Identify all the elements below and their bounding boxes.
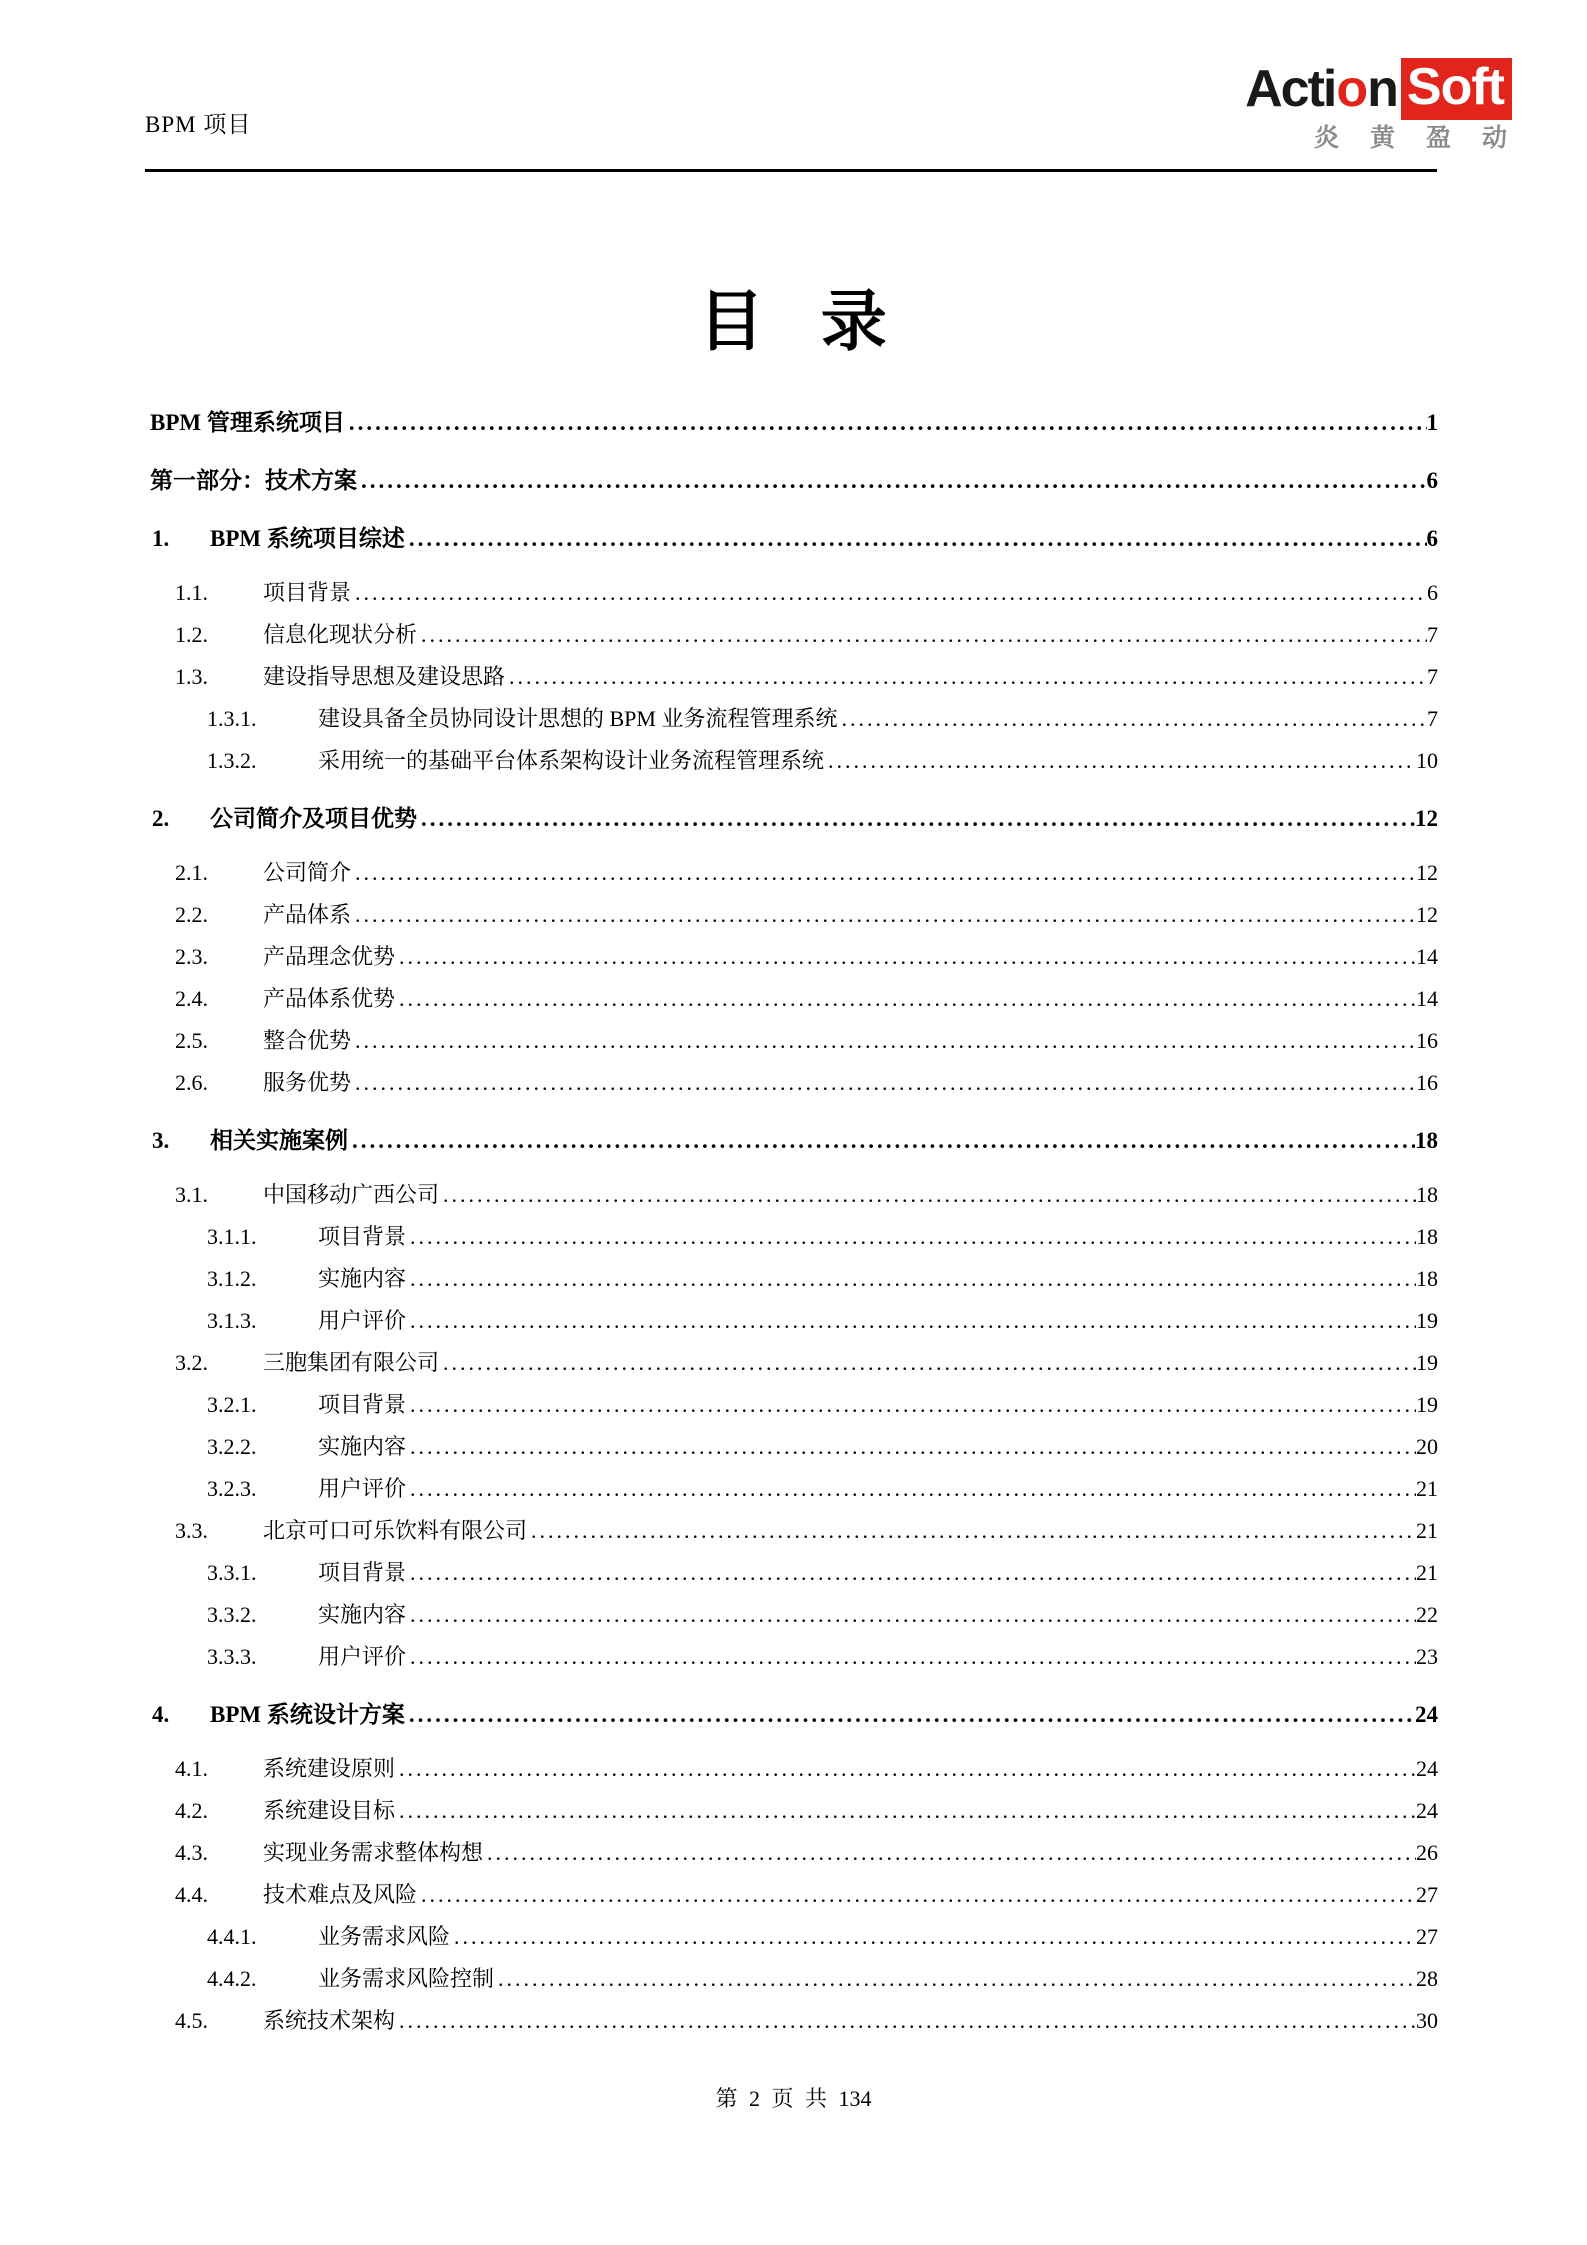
toc-entry-title: 技术难点及风险 — [263, 1882, 418, 1907]
dot-leader — [406, 1426, 1416, 1468]
toc-entry[interactable] — [150, 1510, 1438, 1552]
toc-entry-number: 4. — [152, 1702, 170, 1727]
toc-entry-number: 2.2. — [175, 902, 208, 927]
dot-leader — [406, 1300, 1416, 1342]
dot-leader — [527, 1510, 1416, 1552]
toc-entry-title: 公司简介及项目优势 — [210, 806, 417, 831]
dot-leader — [351, 894, 1416, 936]
toc-entry-page: 14 — [1416, 986, 1438, 1011]
toc-entry[interactable] — [150, 460, 1438, 502]
toc-entry-title: 实施内容 — [318, 1266, 407, 1291]
page-footer: 第 2 页 共 134 — [715, 2086, 872, 2111]
toc-entry-number: 1.3.1. — [207, 706, 257, 731]
dot-leader — [505, 656, 1427, 698]
toc-entry-page: 30 — [1416, 2008, 1438, 2033]
toc-entry-title: BPM 系统设计方案 — [210, 1702, 405, 1727]
toc-entry-page: 16 — [1416, 1028, 1438, 1053]
toc-entry[interactable] — [150, 656, 1438, 698]
dot-leader — [824, 740, 1416, 782]
toc-entry-title: 项目背景 — [318, 1224, 407, 1249]
toc-entry[interactable] — [150, 1552, 1438, 1594]
toc-entry-number: 3.2. — [175, 1350, 208, 1375]
toc-entry[interactable] — [150, 1120, 1438, 1162]
dot-leader — [395, 978, 1416, 1020]
toc-entry-page: 24 — [1416, 1756, 1438, 1781]
dot-leader — [351, 572, 1427, 614]
toc-entry-number: 2.4. — [175, 986, 208, 1011]
dot-leader — [417, 1874, 1416, 1916]
toc-entry-number: 4.5. — [175, 2008, 208, 2033]
dot-leader — [417, 798, 1415, 840]
toc-entry[interactable] — [150, 572, 1438, 614]
toc-entry[interactable] — [150, 1694, 1438, 1736]
toc-entry-title: 项目背景 — [263, 580, 352, 605]
page-title: 目 录 — [698, 286, 889, 359]
dot-leader — [351, 852, 1416, 894]
dot-leader — [837, 698, 1427, 740]
dot-leader — [348, 1120, 1415, 1162]
toc-entry-title: 系统技术架构 — [263, 2008, 396, 2033]
toc-entry[interactable] — [150, 1258, 1438, 1300]
toc-entry-title: 系统建设目标 — [263, 1798, 396, 1823]
toc-entry-title: 业务需求风险 — [318, 1924, 451, 1949]
toc-entry-page: 6 — [1426, 526, 1438, 551]
toc-entry-title: 相关实施案例 — [210, 1128, 348, 1153]
toc-entry-page: 27 — [1416, 1924, 1438, 1949]
toc-entry[interactable] — [150, 698, 1438, 740]
toc-entry-title: 用户评价 — [318, 1644, 407, 1669]
toc-entry-page: 19 — [1416, 1350, 1438, 1375]
toc-entry-number: 2.1. — [175, 860, 208, 885]
dot-leader — [357, 460, 1427, 502]
toc-entry[interactable] — [150, 1790, 1438, 1832]
toc-entry-title: 实施内容 — [318, 1434, 407, 1459]
toc-entry[interactable] — [150, 1594, 1438, 1636]
toc-entry-page: 23 — [1416, 1644, 1438, 1669]
toc-entry-title: 实现业务需求整体构想 — [263, 1840, 484, 1865]
toc-entry[interactable] — [150, 1468, 1438, 1510]
toc-entry-number: 4.4.2. — [207, 1966, 257, 1991]
toc-entry[interactable] — [150, 894, 1438, 936]
toc-entry-page: 7 — [1427, 706, 1438, 731]
dot-leader — [395, 1790, 1416, 1832]
toc-entry[interactable] — [150, 1832, 1438, 1874]
toc-entry-title: 建设具备全员协同设计思想的 BPM 业务流程管理系统 — [318, 706, 838, 731]
logo-text-acti: Acti — [1245, 60, 1336, 118]
dot-leader — [406, 1594, 1416, 1636]
toc-entry-page: 6 — [1426, 468, 1438, 493]
dot-leader — [395, 936, 1416, 978]
dot-leader — [395, 2000, 1416, 2042]
dot-leader — [494, 1958, 1416, 2000]
toc-entry-title: 产品理念优势 — [263, 944, 396, 969]
dot-leader — [395, 1748, 1416, 1790]
toc-entry-number: 1. — [152, 526, 170, 551]
toc-entry-page: 20 — [1416, 1434, 1438, 1459]
toc-entry-page: 12 — [1416, 902, 1438, 927]
toc-entry-title: 系统建设原则 — [263, 1756, 396, 1781]
dot-leader — [406, 1258, 1416, 1300]
dot-leader — [345, 402, 1427, 444]
logo-subtitle: 炎黄盈动 — [1313, 124, 1538, 152]
toc-entry-number: 3. — [152, 1128, 170, 1153]
dot-leader — [417, 614, 1427, 656]
toc-entry-number: 3.3.3. — [207, 1644, 257, 1669]
dot-leader — [406, 1468, 1416, 1510]
toc-entry-number: 4.4.1. — [207, 1924, 257, 1949]
toc-entry-number: 3.3.2. — [207, 1602, 257, 1627]
toc-entry[interactable] — [150, 1300, 1438, 1342]
dot-leader — [483, 1832, 1416, 1874]
toc-entry-page: 1 — [1426, 410, 1438, 435]
toc-entry-number: 4.1. — [175, 1756, 208, 1781]
toc-entry-page: 24 — [1415, 1702, 1438, 1727]
toc-entry-title: 服务优势 — [263, 1070, 352, 1095]
toc-entry-title: 产品体系 — [263, 902, 352, 927]
logo-text-soft: Soft — [1401, 58, 1512, 120]
toc-entry-page: 27 — [1416, 1882, 1438, 1907]
toc-entry-title: 三胞集团有限公司 — [263, 1350, 440, 1375]
toc-entry[interactable] — [150, 1958, 1438, 2000]
toc-entry-number: 3.1.2. — [207, 1266, 257, 1291]
toc-entry[interactable] — [150, 798, 1438, 840]
toc-entry-page: 24 — [1416, 1798, 1438, 1823]
header-doc-label: BPM 项目 — [145, 112, 252, 137]
toc-entry[interactable] — [150, 1916, 1438, 1958]
toc-entry-page: 14 — [1416, 944, 1438, 969]
toc-entry-number: 1.1. — [175, 580, 208, 605]
toc-entry-page: 18 — [1415, 1128, 1438, 1153]
toc-entry-page: 7 — [1427, 622, 1438, 647]
toc-entry-title: 北京可口可乐饮料有限公司 — [263, 1518, 528, 1543]
dot-leader — [439, 1342, 1416, 1384]
toc-entry-page: 18 — [1416, 1224, 1438, 1249]
toc-entry-page: 21 — [1416, 1560, 1438, 1585]
toc-entry-page: 21 — [1416, 1476, 1438, 1501]
toc-entry-number: 3.3.1. — [207, 1560, 257, 1585]
toc-entry-title: 实施内容 — [318, 1602, 407, 1627]
toc-entry-page: 19 — [1416, 1392, 1438, 1417]
toc-entry-title: 整合优势 — [263, 1028, 352, 1053]
toc-entry-page: 7 — [1427, 664, 1438, 689]
toc-entry-number: 3.1. — [175, 1182, 208, 1207]
toc-entry-title: 项目背景 — [318, 1392, 407, 1417]
toc-entry[interactable] — [150, 1062, 1438, 1104]
dot-leader — [406, 1636, 1416, 1678]
toc-entry-number: 4.3. — [175, 1840, 208, 1865]
toc-entry[interactable] — [150, 1174, 1438, 1216]
dot-leader — [405, 518, 1427, 560]
dot-leader — [450, 1916, 1416, 1958]
toc-entry-page: 16 — [1416, 1070, 1438, 1095]
toc-entry[interactable] — [150, 1384, 1438, 1426]
dot-leader — [439, 1174, 1416, 1216]
toc-entry-page: 12 — [1415, 806, 1438, 831]
dot-leader — [406, 1216, 1416, 1258]
dot-leader — [406, 1384, 1416, 1426]
toc-entry-page: 6 — [1427, 580, 1438, 605]
toc-entry-page: 28 — [1416, 1966, 1438, 1991]
toc-entry-title: 中国移动广西公司 — [263, 1182, 440, 1207]
toc-entry-page: 26 — [1416, 1840, 1438, 1865]
toc-entry[interactable] — [150, 1216, 1438, 1258]
toc-entry-number: 3.2.2. — [207, 1434, 257, 1459]
toc-entry-number: 1.3.2. — [207, 748, 257, 773]
toc-entry-title: 公司简介 — [263, 860, 352, 885]
toc-entry-number: 3.2.1. — [207, 1392, 257, 1417]
dot-leader — [351, 1062, 1416, 1104]
toc-entry-number: 3.1.3. — [207, 1308, 257, 1333]
toc-entry-title: 项目背景 — [318, 1560, 407, 1585]
toc-entry-number: 1.3. — [175, 664, 208, 689]
toc-entry[interactable] — [150, 936, 1438, 978]
toc-entry-number: 3.3. — [175, 1518, 208, 1543]
header-divider — [145, 169, 1437, 172]
toc-entry-title: 采用统一的基础平台体系架构设计业务流程管理系统 — [318, 748, 825, 773]
toc-entry[interactable] — [150, 1426, 1438, 1468]
toc-entry-page: 18 — [1416, 1266, 1438, 1291]
toc-entry[interactable] — [150, 852, 1438, 894]
toc-entry-number: 2.5. — [175, 1028, 208, 1053]
toc-entry-number: 2.3. — [175, 944, 208, 969]
toc-entry-page: 18 — [1416, 1182, 1438, 1207]
toc-entry-number: 2.6. — [175, 1070, 208, 1095]
toc-entry-page: 21 — [1416, 1518, 1438, 1543]
toc-entry-number: 4.4. — [175, 1882, 208, 1907]
logo-letter-o: o — [1336, 60, 1367, 118]
actionsoft-logo — [1245, 58, 1538, 152]
toc-entry[interactable] — [150, 518, 1438, 560]
toc-entry-title: 用户评价 — [318, 1476, 407, 1501]
toc-entry-title: 第一部分：技术方案 — [150, 468, 357, 493]
toc-entry[interactable] — [150, 978, 1438, 1020]
toc-entry-page: 19 — [1416, 1308, 1438, 1333]
toc-entry[interactable] — [150, 1342, 1438, 1384]
dot-leader — [351, 1020, 1416, 1062]
toc-entry[interactable] — [150, 614, 1438, 656]
toc-entry-title: BPM 系统项目综述 — [210, 526, 405, 551]
toc-entry-title: 用户评价 — [318, 1308, 407, 1333]
toc-entry-title: 业务需求风险控制 — [318, 1966, 495, 1991]
toc-entry-title: 建设指导思想及建设思路 — [263, 664, 506, 689]
toc-entry-number: 2. — [152, 806, 170, 831]
toc-entry[interactable] — [150, 2000, 1438, 2042]
toc-entry[interactable] — [150, 1748, 1438, 1790]
toc-entry-title: 产品体系优势 — [263, 986, 396, 1011]
toc-entry-number: 4.2. — [175, 1798, 208, 1823]
toc-entry-page: 10 — [1416, 748, 1438, 773]
toc-entry-page: 12 — [1416, 860, 1438, 885]
toc-entry-title: BPM 管理系统项目 — [150, 410, 345, 435]
toc-entry-number: 3.1.1. — [207, 1224, 257, 1249]
toc-entry-number: 1.2. — [175, 622, 208, 647]
toc-entry-number: 3.2.3. — [207, 1476, 257, 1501]
logo-text-n: n — [1367, 60, 1397, 118]
toc-entry[interactable] — [150, 740, 1438, 782]
toc-entry[interactable] — [150, 1636, 1438, 1678]
logo-wordmark — [1245, 58, 1512, 120]
toc-entry-title: 信息化现状分析 — [263, 622, 418, 647]
toc-entry-page: 22 — [1416, 1602, 1438, 1627]
dot-leader — [406, 1552, 1416, 1594]
toc-entry[interactable] — [150, 1020, 1438, 1062]
toc-entry[interactable] — [150, 1874, 1438, 1916]
toc-entry[interactable] — [150, 402, 1438, 444]
toc-list — [150, 386, 1438, 2042]
dot-leader — [405, 1694, 1415, 1736]
